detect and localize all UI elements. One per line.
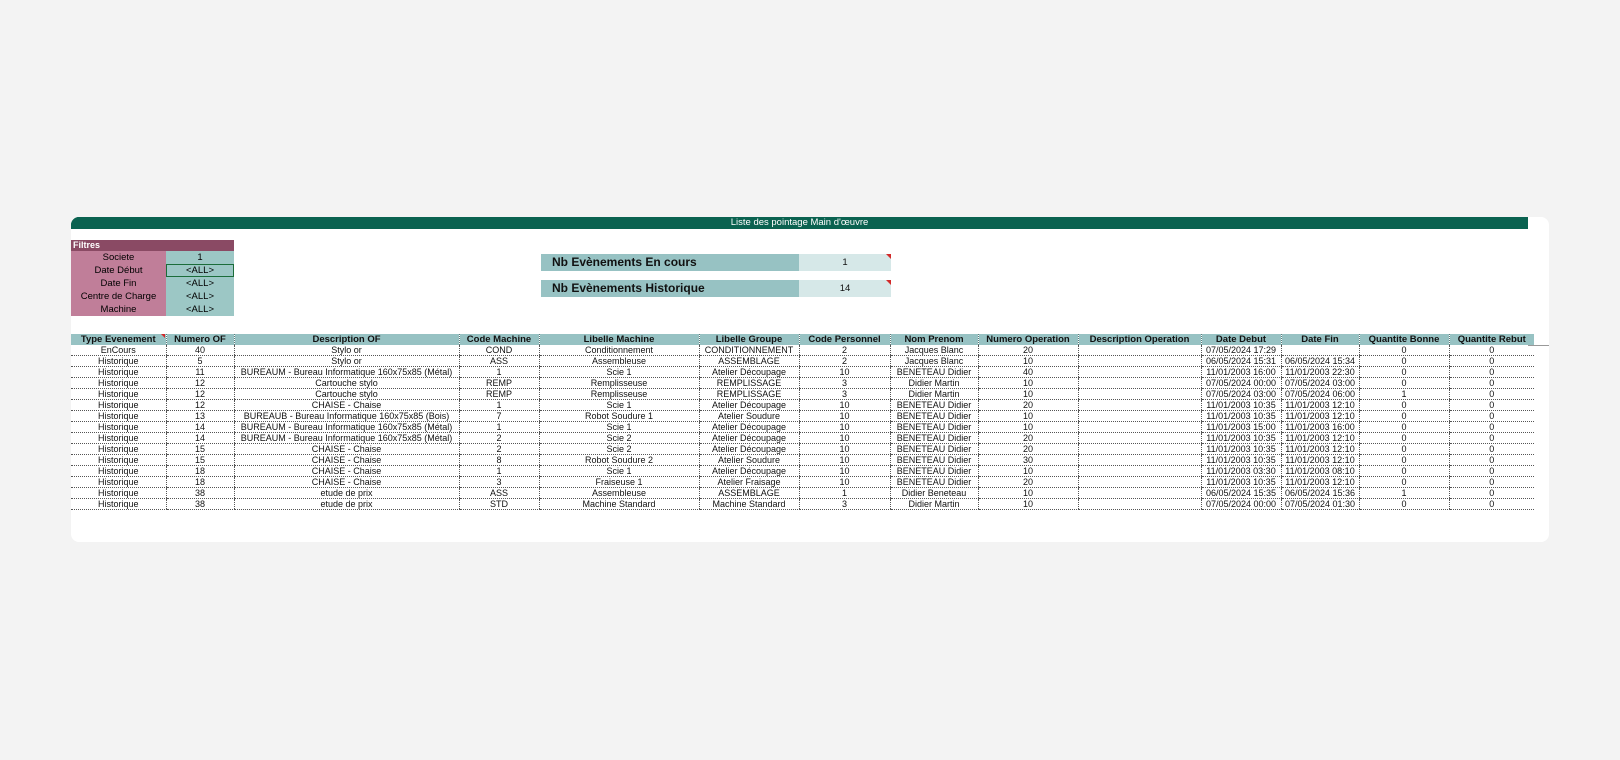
column-header[interactable]: Quantite Bonne: [1359, 334, 1449, 345]
table-cell[interactable]: 10: [799, 400, 890, 411]
comment-indicator-icon[interactable]: [161, 334, 165, 338]
table-cell[interactable]: 1: [1359, 488, 1449, 499]
table-cell[interactable]: 11/01/2003 08:10: [1281, 466, 1359, 477]
table-cell[interactable]: REMP: [459, 378, 539, 389]
table-cell[interactable]: 10: [799, 444, 890, 455]
table-cell[interactable]: 0: [1449, 477, 1534, 488]
table-cell[interactable]: 12: [166, 400, 234, 411]
table-cell[interactable]: 0: [1359, 411, 1449, 422]
column-header[interactable]: Code Machine: [459, 334, 539, 345]
table-cell[interactable]: Atelier Découpage: [699, 466, 799, 477]
filter-row-societe: [71, 251, 234, 264]
table-cell[interactable]: 38: [166, 488, 234, 499]
column-header[interactable]: Date Debut: [1201, 334, 1281, 345]
table-cell[interactable]: 12: [166, 389, 234, 400]
table-cell[interactable]: REMP: [459, 389, 539, 400]
table-cell[interactable]: 40: [978, 367, 1078, 378]
table-row: [71, 345, 1534, 356]
table-cell[interactable]: [1078, 466, 1201, 477]
table-cell[interactable]: 06/05/2024 15:36: [1281, 488, 1359, 499]
table-row: [71, 411, 1534, 422]
table-cell[interactable]: 07/05/2024 03:00: [1201, 389, 1281, 400]
table-cell[interactable]: Historique: [71, 488, 166, 499]
table-cell[interactable]: [1078, 345, 1201, 356]
table-cell[interactable]: 11/01/2003 10:35: [1201, 444, 1281, 455]
table-cell[interactable]: 0: [1359, 477, 1449, 488]
table-cell[interactable]: Atelier Soudure: [699, 455, 799, 466]
table-cell[interactable]: BUREAUB - Bureau Informatique 160x75x85 (Bois): [234, 411, 459, 422]
table-row: [71, 389, 1534, 400]
table-cell[interactable]: BENETEAU Didier: [890, 411, 978, 422]
report-title-bar: [71, 217, 1528, 229]
table-cell[interactable]: Scie 1: [539, 466, 699, 477]
table-cell[interactable]: Fraiseuse 1: [539, 477, 699, 488]
table-cell[interactable]: 38: [166, 499, 234, 510]
table-cell[interactable]: BENETEAU Didier: [890, 466, 978, 477]
table-cell[interactable]: CHAISE - Chaise: [234, 400, 459, 411]
table-cell[interactable]: 11/01/2003 10:35: [1201, 411, 1281, 422]
table-cell[interactable]: 20: [978, 433, 1078, 444]
table-cell[interactable]: [1078, 499, 1201, 510]
table-cell[interactable]: BUREAUM - Bureau Informatique 160x75x85 (Métal): [234, 367, 459, 378]
table-cell[interactable]: [1078, 411, 1201, 422]
table-cell[interactable]: 0: [1449, 466, 1534, 477]
report-title: Liste des pointage Main d'œuvre: [730, 217, 869, 228]
table-cell[interactable]: Stylo or: [234, 345, 459, 356]
column-header[interactable]: Numero OF: [166, 334, 234, 345]
kpi-value: 14: [839, 283, 851, 294]
kpi-label: Nb Evènements En cours: [541, 254, 799, 271]
table-cell[interactable]: 10: [978, 422, 1078, 433]
table-cell[interactable]: Atelier Découpage: [699, 433, 799, 444]
table-cell[interactable]: 0: [1449, 356, 1534, 367]
table-cell[interactable]: [1078, 488, 1201, 499]
table-cell[interactable]: Cartouche stylo: [234, 378, 459, 389]
table-cell[interactable]: BENETEAU Didier: [890, 444, 978, 455]
filter-row-machine: [71, 303, 234, 316]
table-cell[interactable]: Didier Beneteau: [890, 488, 978, 499]
kpi-historique: [541, 280, 891, 297]
table-cell[interactable]: 0: [1449, 455, 1534, 466]
table-cell[interactable]: 18: [166, 477, 234, 488]
table-row: [71, 444, 1534, 455]
table-cell[interactable]: Assembleuse: [539, 356, 699, 367]
table-cell[interactable]: 0: [1359, 499, 1449, 510]
table-cell[interactable]: Remplisseuse: [539, 389, 699, 400]
table-cell[interactable]: 0: [1449, 367, 1534, 378]
pointage-table: [71, 334, 1534, 510]
table-cell[interactable]: [1078, 356, 1201, 367]
table-cell[interactable]: 1: [1359, 389, 1449, 400]
table-cell[interactable]: 20: [978, 444, 1078, 455]
table-cell[interactable]: Machine Standard: [699, 499, 799, 510]
table-cell[interactable]: BENETEAU Didier: [890, 433, 978, 444]
table-cell[interactable]: Didier Martin: [890, 499, 978, 510]
kpi-value-cell[interactable]: [799, 280, 891, 297]
table-cell[interactable]: BENETEAU Didier: [890, 367, 978, 378]
table-cell[interactable]: 0: [1449, 400, 1534, 411]
table-cell[interactable]: 10: [978, 389, 1078, 400]
table-cell[interactable]: 1: [459, 400, 539, 411]
table-cell[interactable]: 10: [978, 356, 1078, 367]
table-cell[interactable]: [1078, 400, 1201, 411]
table-cell[interactable]: [1078, 367, 1201, 378]
filter-value-centre-de-charge[interactable]: <ALL>: [166, 290, 234, 303]
table-cell[interactable]: 11/01/2003 22:30: [1281, 367, 1359, 378]
table-cell[interactable]: 10: [799, 466, 890, 477]
table-cell[interactable]: REMPLISSAGE: [699, 378, 799, 389]
table-cell[interactable]: 10: [978, 499, 1078, 510]
table-cell[interactable]: 0: [1449, 488, 1534, 499]
table-cell[interactable]: 18: [166, 466, 234, 477]
table-cell[interactable]: 11/01/2003 03:30: [1201, 466, 1281, 477]
table-body: [71, 345, 1534, 510]
table-cell[interactable]: 2: [799, 356, 890, 367]
table-cell[interactable]: 20: [978, 400, 1078, 411]
table-cell[interactable]: BUREAUM - Bureau Informatique 160x75x85 (Métal): [234, 422, 459, 433]
table-cell[interactable]: Historique: [71, 466, 166, 477]
column-header[interactable]: Date Fin: [1281, 334, 1359, 345]
column-header[interactable]: Numero Operation: [978, 334, 1078, 345]
table-cell[interactable]: 07/05/2024 00:00: [1201, 378, 1281, 389]
table-cell[interactable]: 40: [166, 345, 234, 356]
table-cell[interactable]: CHAISE - Chaise: [234, 477, 459, 488]
table-cell[interactable]: 1: [799, 488, 890, 499]
table-cell[interactable]: 0: [1359, 433, 1449, 444]
table-row: [71, 400, 1534, 411]
table-cell[interactable]: 11/01/2003 12:10: [1281, 444, 1359, 455]
table-cell[interactable]: 20: [978, 477, 1078, 488]
filter-value-date-fin[interactable]: <ALL>: [166, 277, 234, 290]
table-cell[interactable]: 30: [978, 455, 1078, 466]
table-cell[interactable]: Historique: [71, 477, 166, 488]
table-cell[interactable]: etude de prix: [234, 488, 459, 499]
table-cell[interactable]: 15: [166, 455, 234, 466]
table-cell[interactable]: 3: [459, 477, 539, 488]
table-row: [71, 455, 1534, 466]
table-cell[interactable]: 7: [459, 411, 539, 422]
table-cell[interactable]: 20: [978, 345, 1078, 356]
table-cell[interactable]: BENETEAU Didier: [890, 477, 978, 488]
table-cell[interactable]: 11/01/2003 12:10: [1281, 455, 1359, 466]
table-cell[interactable]: 11/01/2003 12:10: [1281, 400, 1359, 411]
table-cell[interactable]: 5: [166, 356, 234, 367]
column-header[interactable]: Libelle Groupe: [699, 334, 799, 345]
table-cell[interactable]: Historique: [71, 378, 166, 389]
table-cell[interactable]: [1078, 444, 1201, 455]
table-cell[interactable]: 11/01/2003 12:10: [1281, 433, 1359, 444]
table-cell[interactable]: Jacques Blanc: [890, 356, 978, 367]
table-row: [71, 356, 1534, 367]
table-cell[interactable]: 0: [1449, 433, 1534, 444]
table-cell[interactable]: 10: [978, 378, 1078, 389]
table-cell[interactable]: Machine Standard: [539, 499, 699, 510]
table-cell[interactable]: [1078, 422, 1201, 433]
table-cell[interactable]: 11/01/2003 16:00: [1201, 367, 1281, 378]
table-cell[interactable]: 10: [799, 433, 890, 444]
table-cell[interactable]: Scie 1: [539, 400, 699, 411]
table-cell[interactable]: 11/01/2003 10:35: [1201, 477, 1281, 488]
comment-indicator-icon[interactable]: [886, 280, 891, 285]
table-cell[interactable]: 07/05/2024 00:00: [1201, 499, 1281, 510]
table-row: [71, 466, 1534, 477]
table-cell[interactable]: 0: [1359, 444, 1449, 455]
table-cell[interactable]: BENETEAU Didier: [890, 400, 978, 411]
spreadsheet-area: [71, 217, 1549, 542]
table-cell[interactable]: Historique: [71, 389, 166, 400]
filters-header: Filtres: [71, 240, 234, 251]
table-cell[interactable]: 8: [459, 455, 539, 466]
table-cell[interactable]: Jacques Blanc: [890, 345, 978, 356]
table-cell[interactable]: Atelier Découpage: [699, 444, 799, 455]
table-cell[interactable]: 0: [1359, 367, 1449, 378]
filter-label: Societe: [71, 251, 166, 264]
filter-row-date-debut: [71, 264, 234, 277]
table-row: [71, 477, 1534, 488]
table-cell[interactable]: Atelier Fraisage: [699, 477, 799, 488]
table-cell[interactable]: Scie 1: [539, 367, 699, 378]
table-cell[interactable]: 11/01/2003 10:35: [1201, 455, 1281, 466]
table-cell[interactable]: 0: [1449, 378, 1534, 389]
table-cell[interactable]: Scie 2: [539, 444, 699, 455]
table-cell[interactable]: BENETEAU Didier: [890, 422, 978, 433]
filter-label: Centre de Charge: [71, 290, 166, 303]
table-cell[interactable]: [1078, 455, 1201, 466]
table-cell[interactable]: Historique: [71, 422, 166, 433]
table-cell[interactable]: EnCours: [71, 345, 166, 356]
table-cell[interactable]: 10: [978, 411, 1078, 422]
table-cell[interactable]: Atelier Découpage: [699, 367, 799, 378]
table-cell[interactable]: 13: [166, 411, 234, 422]
kpi-value-cell[interactable]: [799, 254, 891, 271]
table-cell[interactable]: Historique: [71, 433, 166, 444]
table-cell[interactable]: 1: [459, 367, 539, 378]
table-cell[interactable]: Historique: [71, 356, 166, 367]
table-row: [71, 422, 1534, 433]
kpi-en-cours: [541, 254, 891, 271]
table-cell[interactable]: 10: [799, 367, 890, 378]
column-header[interactable]: Description OF: [234, 334, 459, 345]
filter-value-societe[interactable]: 1: [166, 251, 234, 264]
filter-row-date-fin: [71, 277, 234, 290]
table-cell[interactable]: STD: [459, 499, 539, 510]
filter-value-machine[interactable]: <ALL>: [166, 303, 234, 316]
table-cell[interactable]: Historique: [71, 455, 166, 466]
table-cell[interactable]: 06/05/2024 15:35: [1201, 488, 1281, 499]
table-cell[interactable]: Scie 1: [539, 422, 699, 433]
table-row: [71, 433, 1534, 444]
table-cell[interactable]: [1281, 345, 1359, 356]
table-cell[interactable]: 3: [799, 378, 890, 389]
table-cell[interactable]: 10: [799, 411, 890, 422]
table-cell[interactable]: 07/05/2024 06:00: [1281, 389, 1359, 400]
table-cell[interactable]: 0: [1449, 389, 1534, 400]
table-cell[interactable]: 06/05/2024 15:34: [1281, 356, 1359, 367]
table-cell[interactable]: CHAISE - Chaise: [234, 444, 459, 455]
table-cell[interactable]: 0: [1359, 466, 1449, 477]
comment-indicator-icon[interactable]: [886, 254, 891, 259]
table-cell[interactable]: Assembleuse: [539, 488, 699, 499]
table-cell[interactable]: 14: [166, 422, 234, 433]
table-cell[interactable]: Historique: [71, 499, 166, 510]
table-cell[interactable]: 0: [1359, 356, 1449, 367]
table-cell[interactable]: [1078, 378, 1201, 389]
kpi-value: 1: [842, 257, 848, 268]
table-cell[interactable]: Stylo or: [234, 356, 459, 367]
column-header[interactable]: Libelle Machine: [539, 334, 699, 345]
table-cell[interactable]: BENETEAU Didier: [890, 455, 978, 466]
table-cell[interactable]: 3: [799, 499, 890, 510]
table-row: [71, 378, 1534, 389]
table-cell[interactable]: Scie 2: [539, 433, 699, 444]
table-cell[interactable]: 3: [799, 389, 890, 400]
table-cell[interactable]: ASSEMBLAGE: [699, 356, 799, 367]
table-cell[interactable]: BUREAUM - Bureau Informatique 160x75x85 (Métal): [234, 433, 459, 444]
table-cell[interactable]: 0: [1449, 422, 1534, 433]
table-cell[interactable]: 0: [1359, 345, 1449, 356]
table-cell[interactable]: 07/05/2024 17:29: [1201, 345, 1281, 356]
table-cell[interactable]: Historique: [71, 411, 166, 422]
column-header[interactable]: Description Operation: [1078, 334, 1201, 345]
table-cell[interactable]: [1078, 433, 1201, 444]
filter-value-date-debut[interactable]: <ALL>: [166, 264, 234, 277]
column-header[interactable]: Type Evenement: [71, 334, 166, 345]
table-row: [71, 499, 1534, 510]
header-extension-line: [1528, 345, 1549, 346]
table-cell[interactable]: 10: [799, 455, 890, 466]
table-cell[interactable]: Atelier Découpage: [699, 400, 799, 411]
filters-panel: [71, 240, 234, 316]
table-cell[interactable]: 11/01/2003 16:00: [1281, 422, 1359, 433]
table-cell[interactable]: 0: [1359, 378, 1449, 389]
column-header[interactable]: Quantite Rebut: [1449, 334, 1534, 345]
table-cell[interactable]: 2: [459, 444, 539, 455]
table-cell[interactable]: 2: [799, 345, 890, 356]
table-cell[interactable]: 12: [166, 378, 234, 389]
table-cell[interactable]: 0: [1449, 499, 1534, 510]
table-cell[interactable]: 06/05/2024 15:31: [1201, 356, 1281, 367]
table-cell[interactable]: 14: [166, 433, 234, 444]
filter-label: Machine: [71, 303, 166, 316]
table-cell[interactable]: ASSEMBLAGE: [699, 488, 799, 499]
table-cell[interactable]: 11/01/2003 12:10: [1281, 411, 1359, 422]
column-header[interactable]: Nom Prenom: [890, 334, 978, 345]
table-cell[interactable]: ASS: [459, 356, 539, 367]
table-cell[interactable]: Remplisseuse: [539, 378, 699, 389]
table-cell[interactable]: CHAISE - Chaise: [234, 466, 459, 477]
table-header-row: [71, 334, 1534, 345]
table-cell[interactable]: 1: [459, 422, 539, 433]
table-cell[interactable]: 11/01/2003 10:35: [1201, 400, 1281, 411]
table-cell[interactable]: Robot Soudure 2: [539, 455, 699, 466]
table-cell[interactable]: REMPLISSAGE: [699, 389, 799, 400]
table-cell[interactable]: 10: [799, 477, 890, 488]
table-cell[interactable]: 10: [978, 466, 1078, 477]
title-bar-left-segment: [71, 217, 165, 229]
table-cell[interactable]: 07/05/2024 01:30: [1281, 499, 1359, 510]
table-cell[interactable]: Historique: [71, 444, 166, 455]
filter-label: Date Début: [71, 264, 166, 277]
kpi-label: Nb Evènements Historique: [541, 280, 799, 297]
table-cell[interactable]: CHAISE - Chaise: [234, 455, 459, 466]
filter-label: Date Fin: [71, 277, 166, 290]
table-cell[interactable]: Atelier Découpage: [699, 422, 799, 433]
table-cell[interactable]: Historique: [71, 367, 166, 378]
filter-row-centre-de-charge: [71, 290, 234, 303]
table-cell[interactable]: 10: [978, 488, 1078, 499]
table-cell[interactable]: Didier Martin: [890, 389, 978, 400]
table-cell[interactable]: Conditionnement: [539, 345, 699, 356]
table-cell[interactable]: Cartouche stylo: [234, 389, 459, 400]
table-cell[interactable]: 0: [1449, 444, 1534, 455]
table-cell[interactable]: COND: [459, 345, 539, 356]
table-cell[interactable]: 07/05/2024 03:00: [1281, 378, 1359, 389]
table-cell[interactable]: 10: [799, 422, 890, 433]
table-cell[interactable]: ASS: [459, 488, 539, 499]
table-cell[interactable]: 11/01/2003 10:35: [1201, 433, 1281, 444]
table-cell[interactable]: 0: [1359, 455, 1449, 466]
table-cell[interactable]: 11/01/2003 12:10: [1281, 477, 1359, 488]
table-cell[interactable]: 0: [1359, 400, 1449, 411]
table-cell[interactable]: 0: [1449, 411, 1534, 422]
table-cell[interactable]: Robot Soudure 1: [539, 411, 699, 422]
table-cell[interactable]: 0: [1359, 422, 1449, 433]
table-cell[interactable]: 11: [166, 367, 234, 378]
table-row: [71, 367, 1534, 378]
table-cell[interactable]: [1078, 389, 1201, 400]
table-cell[interactable]: CONDITIONNEMENT: [699, 345, 799, 356]
table-cell[interactable]: etude de prix: [234, 499, 459, 510]
table-cell[interactable]: 1: [459, 466, 539, 477]
table-row: [71, 488, 1534, 499]
table-cell[interactable]: 2: [459, 433, 539, 444]
table-cell[interactable]: Didier Martin: [890, 378, 978, 389]
column-header[interactable]: Code Personnel: [799, 334, 890, 345]
table-cell[interactable]: 15: [166, 444, 234, 455]
table-cell[interactable]: Atelier Soudure: [699, 411, 799, 422]
table-cell[interactable]: 11/01/2003 15:00: [1201, 422, 1281, 433]
table-cell[interactable]: Historique: [71, 400, 166, 411]
table-cell[interactable]: [1078, 477, 1201, 488]
table-cell[interactable]: 0: [1449, 345, 1534, 356]
